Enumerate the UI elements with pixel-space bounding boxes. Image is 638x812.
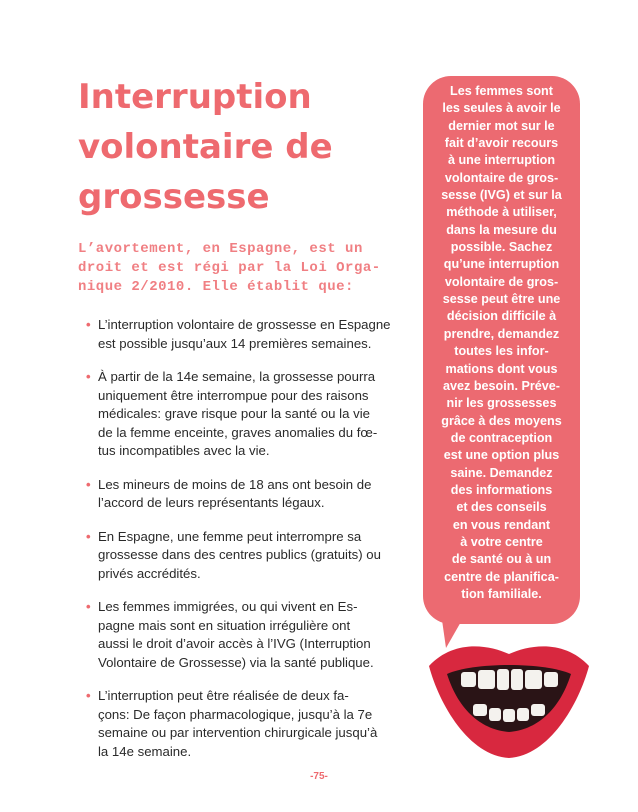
bubble-line: qu’une interruption bbox=[443, 257, 560, 272]
list-item bbox=[86, 368, 408, 461]
list-item-line: Les femmes immigrées, ou qui vivent en Es- bbox=[98, 599, 358, 614]
bubble-line: dans la mesure du bbox=[446, 222, 557, 237]
list-item bbox=[86, 476, 408, 513]
bullet-icon: • bbox=[86, 688, 91, 703]
bubble-line: toutes les infor- bbox=[454, 344, 549, 359]
bubble-line: décision difficile à bbox=[446, 309, 557, 324]
bubble-line: volontaire de gros- bbox=[444, 274, 559, 289]
list-item-line: L’interruption peut être réalisée de deux fa- bbox=[98, 688, 349, 703]
bullet-icon: • bbox=[86, 476, 91, 492]
list-item-line: uniquement être interrompue pour des raisons bbox=[98, 387, 369, 403]
list-item bbox=[86, 598, 408, 672]
intro-line: nique 2/2010. Elle établit que: bbox=[78, 279, 354, 295]
bubble-line: en vous rendant bbox=[452, 517, 551, 532]
bullet-icon: • bbox=[86, 528, 91, 544]
bubble-line: avez besoin. Préve- bbox=[443, 378, 560, 393]
intro-line: L’avortement, en Espagne, est un bbox=[78, 241, 363, 257]
page-title bbox=[78, 72, 398, 222]
list-item-line: est possible jusqu’aux 14 premières semaines. bbox=[98, 335, 372, 351]
intro-line: droit et est régi par la Loi Orga- bbox=[78, 260, 381, 276]
bubble-line: mations dont vous bbox=[445, 361, 558, 376]
list-item-line: privés accrédités. bbox=[98, 565, 201, 581]
mouth-icon bbox=[423, 634, 595, 762]
list-item-line: çons: De façon pharmacologique, jusqu’à la 7e bbox=[98, 706, 373, 722]
intro-paragraph bbox=[78, 240, 398, 297]
list-item-line: tus incompatibles avec la vie. bbox=[98, 443, 270, 458]
list-item-line: Volontaire de Grossesse) via la santé publique. bbox=[98, 654, 374, 670]
bullet-icon: • bbox=[86, 317, 91, 332]
bubble-line: les seules à avoir le bbox=[442, 101, 561, 116]
bubble-line: à votre centre bbox=[460, 534, 543, 549]
bubble-line: fait d’avoir recours bbox=[444, 136, 559, 151]
bubble-line: sesse peut être une bbox=[442, 292, 561, 307]
bubble-line: nir les grossesses bbox=[446, 396, 557, 411]
list-item-line: l’accord de leurs représentants légaux. bbox=[98, 495, 325, 510]
list-item-line: la 14e semaine. bbox=[98, 743, 192, 759]
bubble-line: de santé ou à un bbox=[451, 552, 552, 567]
bubble-line: saine. Demandez bbox=[450, 465, 553, 480]
title-line: grossesse bbox=[78, 177, 270, 217]
list-item-line: L’interruption volontaire de grossesse en Espagne bbox=[98, 317, 391, 332]
bubble-line: grâce à des moyens bbox=[441, 413, 562, 428]
list-item-line: Les mineurs de moins de 18 ans ont besoin de bbox=[98, 476, 372, 492]
bubble-line: centre de planifica- bbox=[444, 569, 559, 584]
bubble-line: dernier mot sur le bbox=[448, 118, 555, 133]
list-item-line: de la femme enceinte, graves anomalies du fœ- bbox=[98, 424, 378, 440]
list-item-line: En Espagne, une femme peut interrompre sa bbox=[98, 528, 362, 544]
list-item bbox=[86, 316, 408, 353]
list-item-line: médicales: grave risque pour la santé ou la vie bbox=[98, 406, 370, 421]
bubble-line: prendre, demandez bbox=[443, 326, 560, 341]
bubble-line: possible. Sachez bbox=[450, 240, 553, 255]
bubble-line: des informations bbox=[450, 482, 553, 497]
page-number: -75- bbox=[310, 771, 328, 782]
bubble-line: à une interruption bbox=[447, 153, 556, 168]
title-line: Interruption bbox=[78, 77, 312, 117]
bubble-line: tion familiale. bbox=[461, 586, 542, 601]
list-item-line: aussi le droit d’avoir accès à l’IVG (Interruption bbox=[98, 636, 371, 651]
list-item bbox=[86, 528, 408, 584]
rights-list bbox=[86, 316, 408, 776]
speech-bubble-text bbox=[423, 83, 580, 603]
list-item bbox=[86, 687, 408, 761]
bullet-icon: • bbox=[86, 369, 91, 384]
list-item-line: semaine ou par intervention chirurgicale jusqu’à bbox=[98, 725, 378, 740]
list-item-line: pagne mais sont en situation irrégulière ont bbox=[98, 617, 351, 633]
bubble-line: et des conseils bbox=[456, 500, 547, 515]
list-item-line: grossesse dans des centres publics (gratuits) ou bbox=[98, 547, 381, 562]
bubble-line: volontaire de gros- bbox=[444, 170, 559, 185]
bubble-line: Les femmes sont bbox=[450, 84, 553, 98]
list-item-line: À partir de la 14e semaine, la grossesse pourra bbox=[98, 369, 376, 384]
title-line: volontaire de bbox=[78, 127, 333, 167]
bullet-icon: • bbox=[86, 599, 91, 614]
speech-bubble bbox=[423, 76, 580, 624]
bubble-line: de contraception bbox=[450, 430, 553, 445]
bubble-line: méthode à utiliser, bbox=[446, 205, 557, 220]
bubble-line: sesse (IVG) et sur la bbox=[441, 188, 562, 203]
bubble-line: est une option plus bbox=[443, 448, 560, 463]
